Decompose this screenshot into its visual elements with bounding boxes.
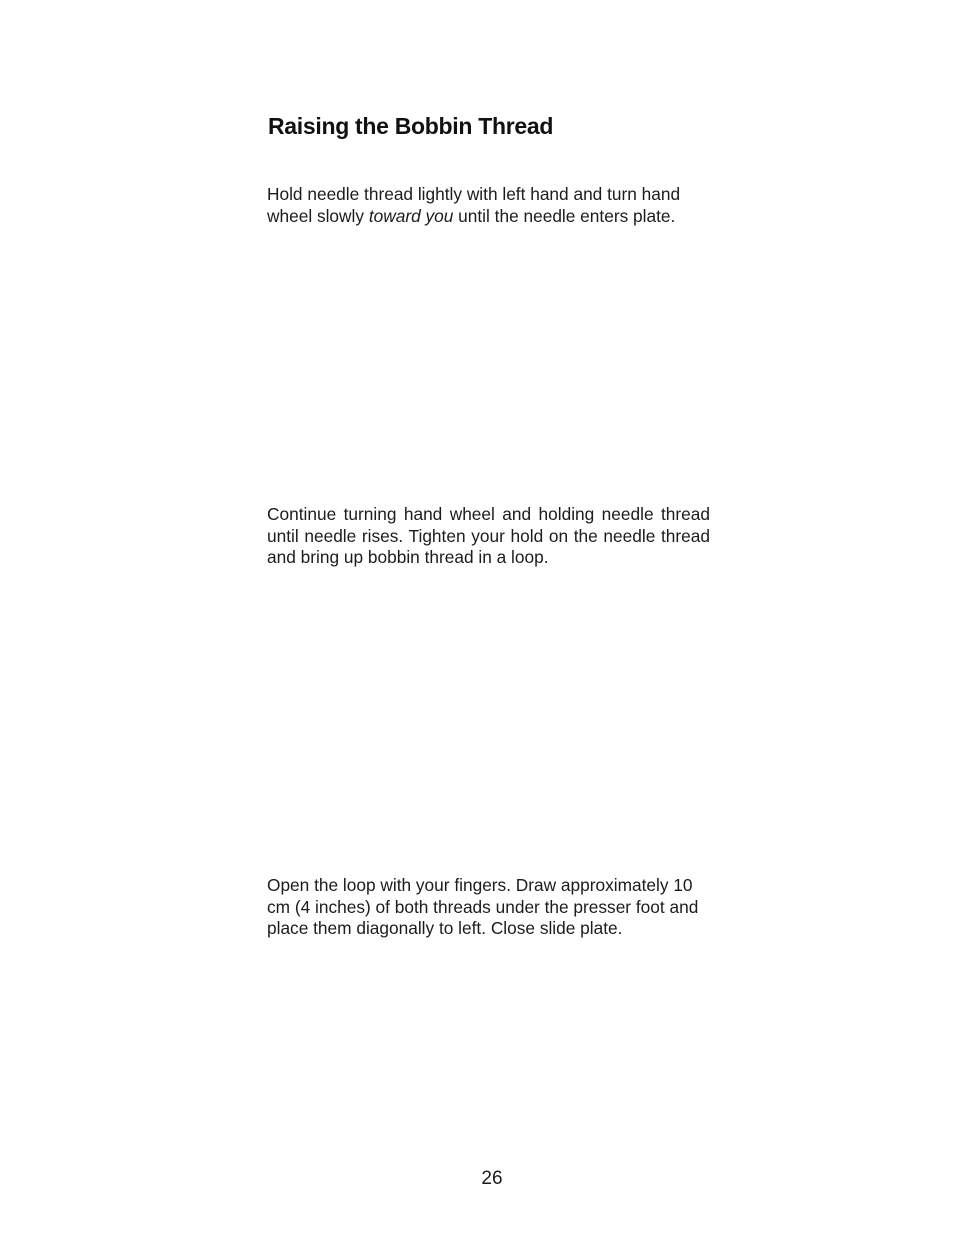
page-title: Raising the Bobbin Thread (268, 113, 554, 139)
step-3-text: Open the loop with your fingers. Draw approximately 10 cm (4 inches) of both threads under the presser foot and place them diagonally to left. Close slide plate. (267, 875, 699, 938)
step-3-illustration-area (267, 955, 710, 1155)
step-1-text-before: Hold needle thread lightly with left hand and turn hand wheel slowly (267, 184, 681, 226)
step-1-illustration-area (267, 240, 710, 490)
page-number: 26 (481, 1168, 503, 1189)
step-1-text (267, 184, 710, 227)
step-2-text: Continue turning hand wheel and holding needle thread until needle rises. Tighten your hold on the needle thread and bring up bobbin thread in a loop. (267, 504, 710, 567)
step-1-text-after: until the needle enters plate. (453, 205, 676, 226)
step-1-emphasis: toward you (368, 205, 454, 226)
step-2-illustration-area (267, 585, 710, 855)
